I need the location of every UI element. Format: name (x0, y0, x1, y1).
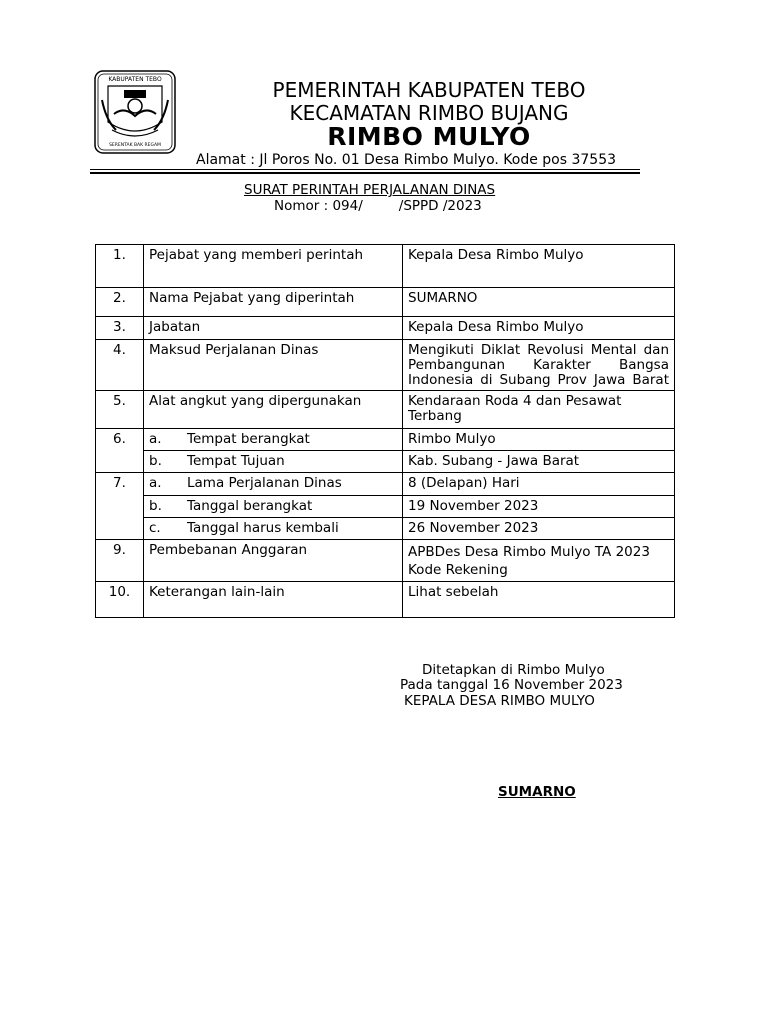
document-number (274, 198, 482, 214)
signature-name: SUMARNO (498, 784, 576, 800)
document-number-suffix: /SPPD /2023 (398, 198, 482, 214)
header-rule-thick (90, 172, 640, 174)
sub-label: Lama Perjalanan Dinas (187, 475, 342, 491)
table-row (96, 317, 675, 340)
table-row (96, 473, 675, 496)
header-rule-thin (90, 169, 640, 170)
row-label: Nama Pejabat yang diperintah (144, 288, 403, 317)
document-number-prefix: Nomor : 094/ (274, 198, 363, 214)
row-value: Kepala Desa Rimbo Mulyo (403, 317, 675, 340)
row-value (403, 340, 675, 391)
table-row (96, 245, 675, 288)
sub-label: Tempat berangkat (187, 431, 310, 447)
sub-label: Tempat Tujuan (187, 453, 285, 469)
row-label (144, 451, 403, 473)
row-value: 19 November 2023 (403, 496, 675, 518)
row-value-line: Mengikuti Diklat Revolusi Mental dan (408, 342, 669, 358)
sub-mark: b. (149, 498, 162, 514)
row-value (403, 540, 675, 582)
row-value: 8 (Delapan) Hari (403, 473, 675, 496)
table-row (96, 540, 675, 582)
emblem-caption-bottom: SERENTAK BAK REGAM (109, 143, 161, 148)
row-label: Pembebanan Anggaran (144, 540, 403, 582)
signature-place: Ditetapkan di Rimbo Mulyo (422, 662, 605, 678)
row-number: 1. (96, 245, 144, 288)
table-row (96, 340, 675, 391)
row-value-line: Pembangunan Karakter Bangsa (408, 357, 669, 373)
row-number: 9. (96, 540, 144, 582)
emblem-caption-top: KABUPATEN TEBO (108, 76, 162, 83)
sppd-table (95, 244, 675, 618)
row-value: Kepala Desa Rimbo Mulyo (403, 245, 675, 288)
table-row (96, 518, 675, 540)
row-number: 10. (96, 582, 144, 618)
table-row (96, 496, 675, 518)
row-label: Jabatan (144, 317, 403, 340)
header-district: KECAMATAN RIMBO BUJANG (289, 101, 569, 125)
sub-mark: b. (149, 453, 162, 469)
signature-date: Pada tanggal 16 November 2023 (400, 677, 623, 693)
row-label (144, 496, 403, 518)
sub-mark: c. (149, 520, 161, 536)
header-village: RIMBO MULYO (327, 122, 531, 151)
header-address: Alamat : Jl Poros No. 01 Desa Rimbo Mulyo. Kode pos 37553 (196, 152, 617, 168)
sub-mark: a. (149, 475, 162, 491)
document-title: SURAT PERINTAH PERJALANAN DINAS (244, 182, 496, 198)
table-row (96, 451, 675, 473)
row-value: Kab. Subang - Jawa Barat (403, 451, 675, 473)
sub-mark: a. (149, 431, 162, 447)
row-number: 7. (96, 473, 144, 540)
row-value: Kendaraan Roda 4 dan Pesawat Terbang (403, 391, 675, 429)
row-value-line: APBDes Desa Rimbo Mulyo TA 2023 (408, 544, 650, 560)
row-value: Rimbo Mulyo (403, 429, 675, 451)
row-number: 3. (96, 317, 144, 340)
row-label: Keterangan lain-lain (144, 582, 403, 618)
row-number: 4. (96, 340, 144, 391)
table-row (96, 288, 675, 317)
sub-label: Tanggal harus kembali (187, 520, 339, 536)
row-label: Maksud Perjalanan Dinas (144, 340, 403, 391)
row-value: Lihat sebelah (403, 582, 675, 618)
sub-label: Tanggal berangkat (187, 498, 313, 514)
table-row (96, 391, 675, 429)
signature-position: KEPALA DESA RIMBO MULYO (404, 693, 595, 709)
table-row (96, 582, 675, 618)
row-number: 5. (96, 391, 144, 429)
row-label (144, 473, 403, 496)
row-label (144, 429, 403, 451)
row-value: 26 November 2023 (403, 518, 675, 540)
row-value: SUMARNO (403, 288, 675, 317)
row-label (144, 518, 403, 540)
row-label: Pejabat yang memberi perintah (144, 245, 403, 288)
row-number: 2. (96, 288, 144, 317)
row-number: 6. (96, 429, 144, 473)
header-government: PEMERINTAH KABUPATEN TEBO (272, 78, 586, 102)
kabupaten-tebo-emblem (94, 70, 176, 154)
row-value-line: Indonesia di Subang Prov Jawa Barat (408, 372, 669, 388)
table-row (96, 429, 675, 451)
row-value-line: Kode Rekening (408, 562, 508, 578)
row-label: Alat angkut yang dipergunakan (144, 391, 403, 429)
